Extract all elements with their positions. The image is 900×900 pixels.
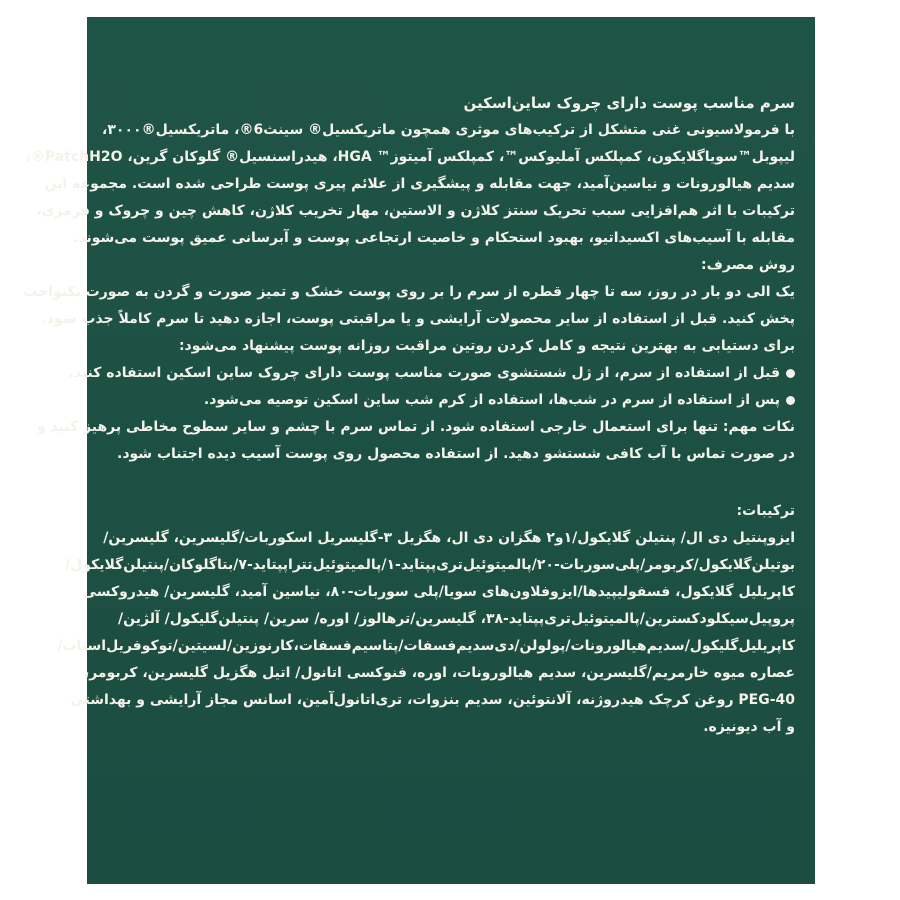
ingredients-line-5: کاپریلیل‌گلیکول/سدیم‌هیالورونات/پولولن/دی‌سدیم‌فسفات/پتاسیم‌فسفات،کارنوزین/لسیتین/توکوفریل‌استات/ bbox=[57, 638, 795, 654]
notes-line-2: در صورت تماس با آب کافی شستشو دهید. از استفاده محصول روی پوست آسیب دیده اجتناب شود. bbox=[117, 446, 795, 462]
routine-bullet-2 bbox=[92, 387, 815, 414]
ingredients-line-6: عصاره میوه خارمریم/گلیسرین، سدیم هیالورونات، اوره، فنوکسی اتانول/ اتیل هگزیل گلیسرین، کربومر، bbox=[83, 665, 795, 681]
intro-line-5: مقابله با آسیب‌های اکسیداتیو، بهبود استحکام و خاصیت ارتجاعی پوست و آبرسانی عمیق پوست می‌شوند. bbox=[73, 230, 795, 246]
usage-line-1: یک الی دو بار در روز، سه تا چهار قطره از سرم را بر روی پوست خشک و تمیز صورت و گردن به صورت یکنواخت bbox=[23, 284, 795, 300]
ingredients-line-8: و آب دیونیزه. bbox=[703, 719, 795, 735]
ingredients-heading: ترکیبات: bbox=[736, 503, 795, 519]
intro-line-3: سدیم هیالورونات و نیاسین‌آمید، جهت مقابله و پیشگیری از علائم پیری پوست طراحی شده است. مجموعه این bbox=[44, 176, 795, 192]
product-title: سرم مناسب پوست دارای چروک ساین‌اسکین bbox=[463, 94, 795, 112]
product-label-text bbox=[23, 90, 815, 741]
intro-line-4: ترکیبات با اثر هم‌افزایی سبب تحریک سنتز کلاژن و الاستین، مهار تخریب کلاژن، کاهش چین و چروک و قرمزی، bbox=[36, 203, 795, 219]
intro-line-2: لیپوبل™سویاگلایکون، کمپلکس آملیوکس™، کمپلکس آمیتوز™ HGA، هیدراسنسیل® گلوکان گرین، PatchH2O®، bbox=[25, 149, 795, 165]
intro-line-1: با فرمولاسیونی غنی متشکل از ترکیب‌های موثری همچون ماتریکسیل® سینث6®، ماتریکسیل®۳۰۰۰، bbox=[102, 122, 795, 138]
ingredients-line-7: PEG-40 روغن کرچک هیدروژنه، آلانتوئین، سدیم بنزوات، تری‌اتانول‌آمین، اسانس مجاز آرایشی و بهداشتی bbox=[70, 692, 795, 708]
usage-heading: روش مصرف: bbox=[701, 257, 795, 273]
routine-bullet-1-text: قبل از استفاده از سرم، از ژل شستشوی صورت مناسب پوست دارای چروک ساین اسکین استفاده کنید. bbox=[68, 365, 780, 381]
ingredients-line-3: کاپریلیل گلایکول، فسفولیپیدها/ایزوفلاون‌های سویا/پلی سوربات-۸۰، نیاسین آمید، گلیسرین/ هیدروکسی bbox=[82, 584, 795, 600]
routine-heading: برای دستیابی به بهترین نتیجه و کامل کردن روتین مراقبت روزانه پوست پیشنهاد می‌شود: bbox=[178, 338, 795, 354]
ingredients-line-4: پروپیل‌سیکلودکسترین/پالمیتوئیل‌تری‌پپتاید-۳۸، گلیسرین/ترهالوز/ اوره/ سرین/ پنتیلن‌گلیکول/ آلژین/ bbox=[118, 611, 795, 627]
routine-bullet-2-text: پس از استفاده از سرم در شب‌ها، استفاده از کرم شب ساین اسکین توصیه می‌شود. bbox=[203, 392, 780, 408]
section-spacer bbox=[92, 468, 815, 498]
routine-bullet-1 bbox=[68, 360, 815, 387]
usage-line-2: پخش کنید. قبل از استفاده از سایر محصولات آرایشی و یا مراقبتی پوست، اجازه دهید تا سرم کاملاً جذب شود. bbox=[41, 311, 795, 327]
bullet-icon bbox=[786, 369, 795, 378]
ingredients-line-2: بوتیلن‌گلایکول/کربومر/پلی‌سوربات-۲۰/پالمیتوئیل‌تری‌پپتاید-۱/پالمیتوئیل‌تتراپپتاید-۷/بتاگلوکان/پنتیلن‌گلایکول/ bbox=[65, 557, 795, 573]
ingredients-line-1: ایزوپنتیل دی ال/ پنتیلن گلایکول/۱و۲ هگزان دی ال، هگزیل ۳-گلیسریل اسکوربات/گلیسرین، گلیسرین/ bbox=[103, 530, 795, 546]
notes-line-1: نکات مهم: تنها برای استعمال خارجی استفاده شود. از تماس سرم با چشم و سایر سطوح مخاطی پرهیز کنید و bbox=[36, 419, 795, 435]
bullet-icon bbox=[786, 396, 795, 405]
